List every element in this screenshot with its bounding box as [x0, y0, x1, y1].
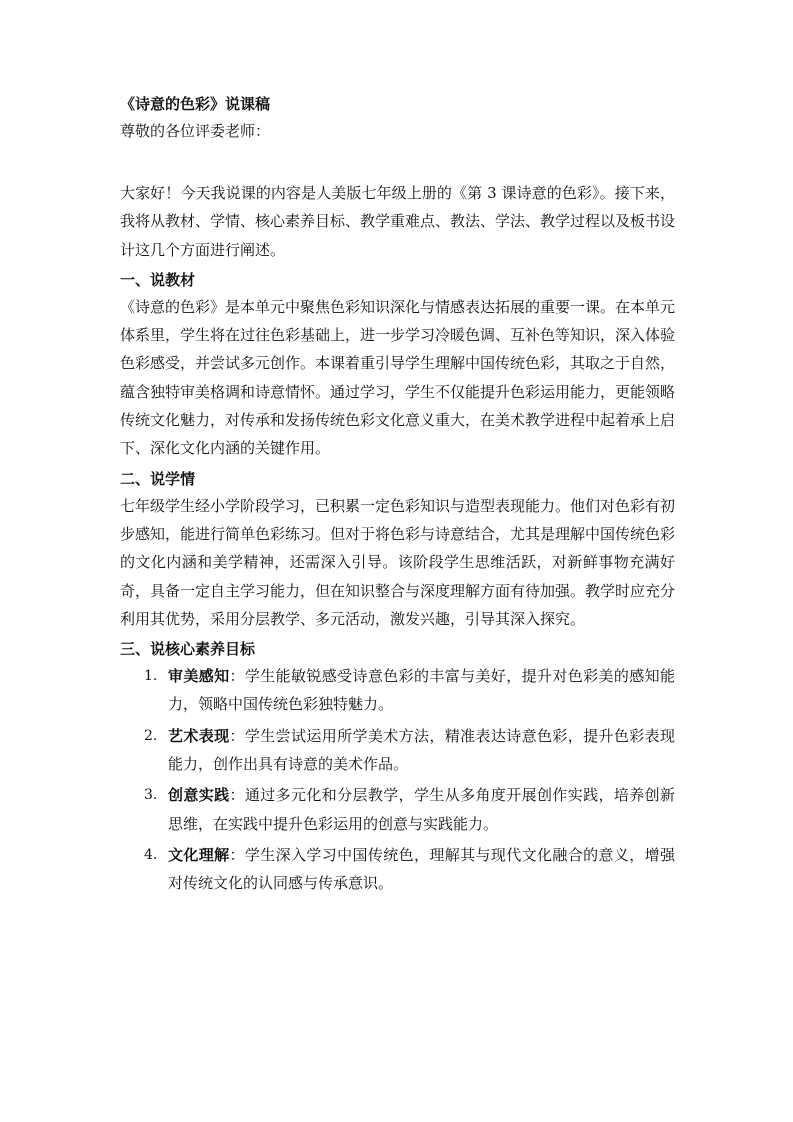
section-body-students: 七年级学生经小学阶段学习，已积累一定色彩知识与造型表现能力。他们对色彩有初步感知，能进行简单色彩练习。但对于将色彩与诗意结合，尤其是理解中国传统色彩的文化内涵和美学精神，还需深入引导。该阶段学生思维活跃，对新鲜事物充满好奇，具备一定自主学习能力，但在知识整合与深度理解方面有待加强。教学时应充分利用其优势，采用分层教学、多元活动，激发兴趣，引导其深入探究。 — [120, 496, 676, 628]
list-item — [120, 662, 675, 719]
goal-text: ：学生能敏锐感受诗意色彩的丰富与美好，提升对色彩美的感知能力，领略中国传统色彩独特魅力。 — [168, 667, 675, 714]
goal-text: ：学生深入学习中国传统色，理解其与现代文化融合的意义，增强对传统文化的认同感与传承意识。 — [168, 845, 675, 893]
list-number: 4. — [144, 846, 158, 863]
goal-text: ：通过多元化和分层教学，学生从多角度开展创作实践，培养创新思维，在实践中提升色彩运用的创意与实践能力。 — [168, 786, 675, 833]
list-item — [120, 841, 675, 898]
goal-term: 艺术表现 — [168, 726, 230, 745]
section-heading-textbook: 一、说教材 — [120, 270, 196, 289]
section-body-textbook: 《诗意的色彩》是本单元中聚焦色彩知识深化与情感表达拓展的重要一课。在本单元体系里，学生将在过往色彩基础上，进一步学习冷暖色调、互补色等知识，深入体验色彩感受，并尝试多元创作。本课着重引导学生理解中国传统色彩，其取之于自然，蕴含独特审美格调和诗意情怀。通过学习，学生不仅能提升色彩运用能力，更能领略传统文化魅力，对传承和发扬传统色彩文化意义重大，在美术教学进程中起着承上启下、深化文化内涵的关键作用。 — [120, 297, 676, 458]
list-item — [120, 781, 675, 838]
document-title: 《诗意的色彩》说课稿 — [120, 95, 271, 113]
goals-list — [120, 662, 675, 897]
list-number: 3. — [144, 787, 158, 804]
goal-term: 创意实践 — [168, 786, 230, 805]
list-item — [120, 722, 675, 779]
goal-text: ：学生尝试运用所学美术方法，精准表达诗意色彩，提升色彩表现能力，创作出具有诗意的美术作品。 — [168, 726, 675, 774]
list-number: 1. — [144, 668, 158, 685]
section-heading-students: 二、说学情 — [120, 469, 196, 488]
goal-term: 审美感知 — [168, 667, 230, 686]
document-page — [120, 94, 675, 901]
list-number: 2. — [144, 727, 158, 744]
intro-paragraph: 大家好！今天我说课的内容是人美版七年级上册的《第 3 课诗意的色彩》。接下来，我将从教材、学情、核心素养目标、教学重难点、教法、学法、教学过程以及板书设计这几个方面进行阐述。 — [120, 184, 676, 259]
section-heading-goals: 三、说核心素养目标 — [120, 640, 256, 659]
greeting: 尊敬的各位评委老师： — [120, 122, 271, 140]
goal-term: 文化理解 — [168, 845, 230, 864]
